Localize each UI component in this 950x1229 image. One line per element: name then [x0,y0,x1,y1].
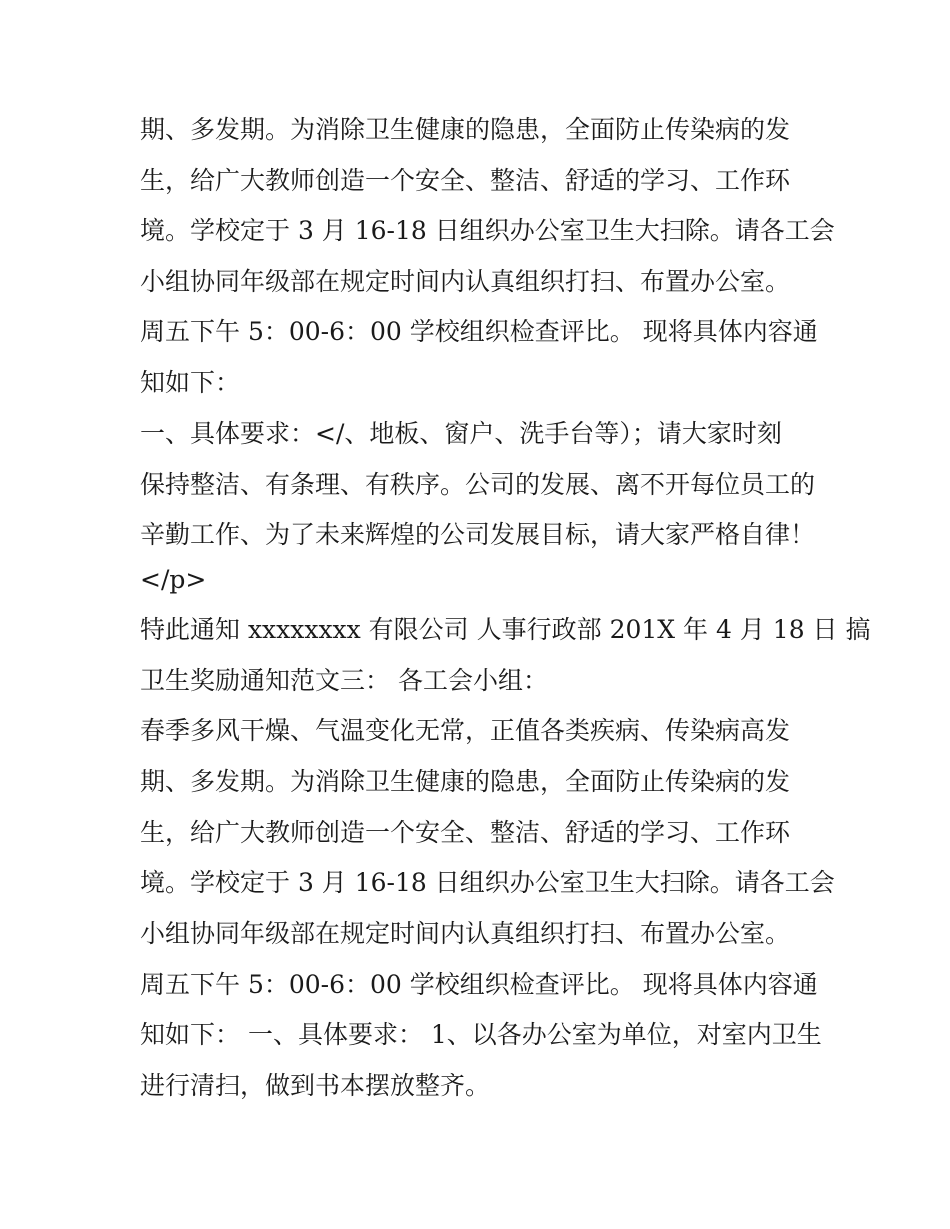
text-line: 小组协同年级部在规定时间内认真组织打扫、布置办公室。 [140,919,791,948]
text-line: 境。学校定于 3 月 16-18 日组织办公室卫生大扫除。请各工会 [140,868,835,897]
text-line: </p> [140,565,207,594]
text-line: 春季多风干燥、气温变化无常，正值各类疾病、传染病高发 [140,716,791,745]
text-line: 知如下： [140,368,241,397]
text-line: 辛勤工作、为了未来辉煌的公司发展目标，请大家严格自律！ [140,520,816,549]
text-line: 期、多发期。为消除卫生健康的隐患，全面防止传染病的发 [140,767,791,796]
text-line: 知如下： 一、具体要求： 1、以各办公室为单位，对室内卫生 [140,1020,822,1049]
text-line: 小组协同年级部在规定时间内认真组织打扫、布置办公室。 [140,267,791,296]
text-line: 保持整洁、有条理、有秩序。公司的发展、离不开每位员工的 [140,470,816,499]
text-line: 生，给广大教师创造一个安全、整洁、舒适的学习、工作环 [140,166,791,195]
text-line: 生，给广大教师创造一个安全、整洁、舒适的学习、工作环 [140,818,791,847]
text-line: 周五下午 5：00-6：00 学校组织检查评比。 现将具体内容通 [140,317,818,346]
text-line: 周五下午 5：00-6：00 学校组织检查评比。 现将具体内容通 [140,970,818,999]
text-line: 一、具体要求：</、地板、窗户、洗手台等）；请大家时刻 [140,419,782,448]
text-line: 期、多发期。为消除卫生健康的隐患，全面防止传染病的发 [140,115,791,144]
text-line: 进行清扫，做到书本摆放整齐。 [140,1071,491,1100]
text-line: 特此通知 xxxxxxxx 有限公司 人事行政部 201X 年 4 月 18 日 搞 [140,615,871,644]
text-line: 卫生奖励通知范文三： 各工会小组： [140,666,548,695]
text-line: 境。学校定于 3 月 16-18 日组织办公室卫生大扫除。请各工会 [140,216,835,245]
